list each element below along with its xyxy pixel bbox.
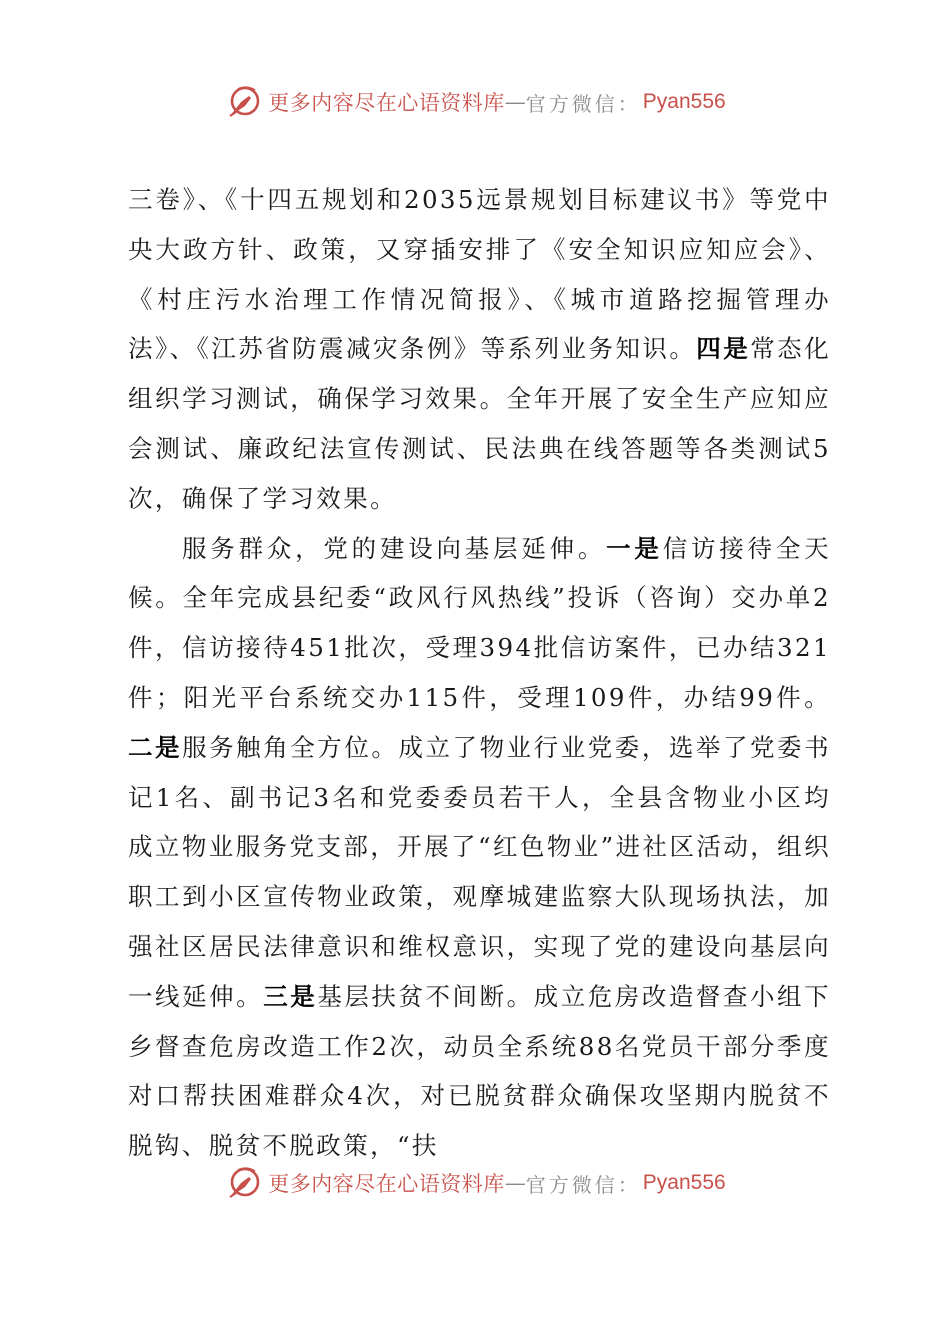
point-marker-two: 二是 <box>128 732 183 762</box>
banner-brand-text: 更多内容尽在心语资料库 <box>268 1172 505 1196</box>
banner-separator: — <box>504 1171 526 1195</box>
paragraph-text: 基层扶贫不间断。成立危房改造督查小组下乡督查危房改造工作2次，动员全系统88名党员干部分季度对口帮扶困难群众4次，对已脱贫群众确保攻坚期内脱贫不脱钩、脱贫不脱政策，“扶 <box>128 981 831 1161</box>
paragraph-study <box>128 175 831 524</box>
footer-banner <box>0 1163 950 1203</box>
pen-nib-logo-icon <box>224 1163 264 1203</box>
document-body <box>128 175 831 1171</box>
banner-separator: — <box>504 90 526 114</box>
point-marker-four: 四是 <box>696 334 751 364</box>
banner-wechat-label: 官方微信： <box>525 91 641 116</box>
paragraph-service <box>128 524 831 1171</box>
point-marker-three: 三是 <box>263 981 318 1011</box>
paragraph-text: 服务触角全方位。成立了物业行业党委，选举了党委书记1名、副书记3名和党委委员若干人，全县含物业小区均成立物业服务党支部，开展了“红色物业”进社区活动，组织职工到小区宣传物业政策，观摩城建监察大队现场执法，加强社区居民法律意识和维权意识，实现了党的建设向基层向一线延伸。 <box>128 732 831 1011</box>
banner-wechat-id: Pyan556 <box>642 1171 726 1194</box>
header-banner <box>0 82 950 122</box>
paragraph-text: 信访接待全天候。全年完成县纪委“政风行风热线”投诉（咨询）交办单2件，信访接待451批次，受理394批信访案件，已办结321件；阳光平台系统交办115件，受理109件，办结99件。 <box>128 533 832 712</box>
banner-wechat-id: Pyan556 <box>642 90 726 113</box>
banner-brand-text: 更多内容尽在心语资料库 <box>268 91 505 115</box>
pen-nib-logo-icon <box>224 82 264 122</box>
banner-wechat-label: 官方微信： <box>525 1172 641 1197</box>
paragraph-text: 三卷》、《十四五规划和2035远景规划目标建议书》等党中央大政方针、政策，又穿插安排了《安全知识应知应会》、《村庄污水治理工作情况简报》、《城市道路挖掘管理办法》、《江苏省防震减灾条例》等系列业务知识。 <box>128 185 831 364</box>
paragraph-text: 服务群众，党的建设向基层延伸。 <box>182 533 607 563</box>
point-marker-one: 一是 <box>606 533 663 563</box>
paragraph-text: 常态化组织学习测试，确保学习效果。全年开展了安全生产应知应会测试、廉政纪法宣传测试、民法典在线答题等各类测试5次，确保了学习效果。 <box>128 334 831 513</box>
